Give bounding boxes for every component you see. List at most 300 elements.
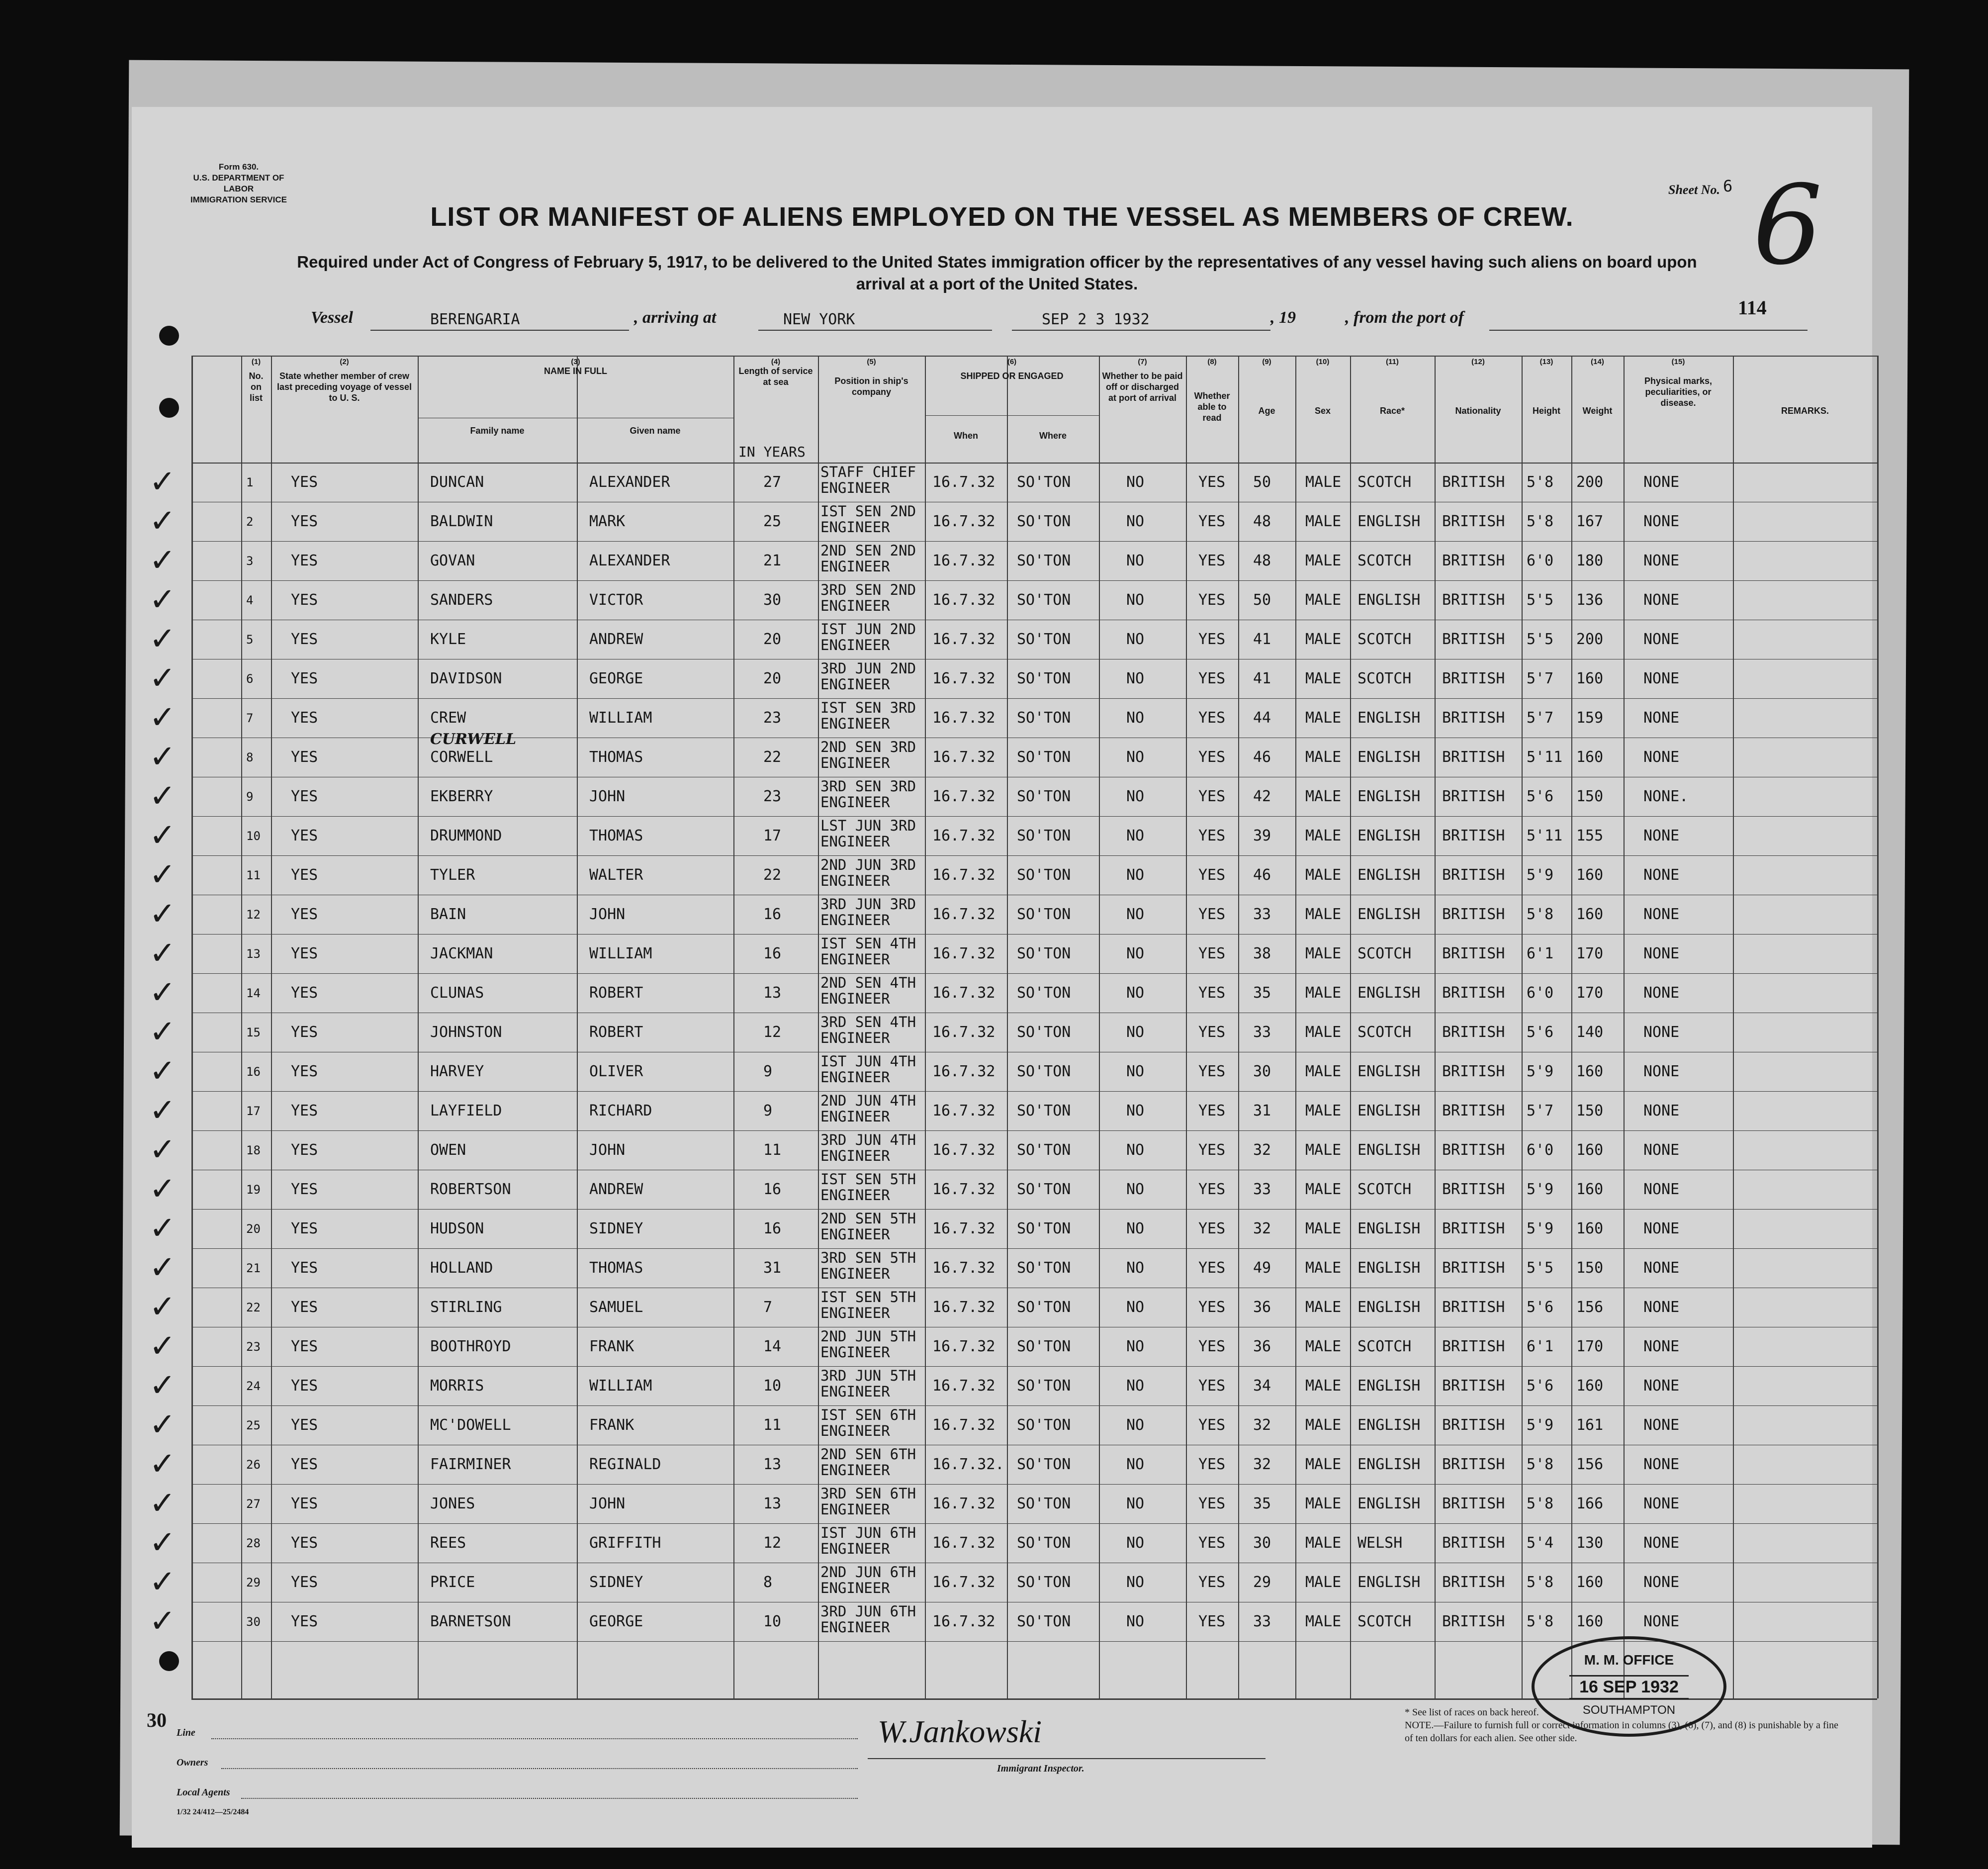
- family-name: STIRLING: [430, 1299, 502, 1316]
- column-header-c14: Weight: [1582, 406, 1613, 416]
- position-rank: 3RD SEN 3RD: [820, 778, 916, 795]
- nationality: BRITISH: [1442, 1534, 1505, 1552]
- position-title: ENGINEER: [820, 1540, 890, 1557]
- race: SCOTCH: [1357, 1024, 1412, 1041]
- position-rank: 3RD JUN 2ND: [820, 660, 916, 677]
- shipped-date: 16.7.32: [932, 945, 995, 962]
- age: 41: [1253, 631, 1271, 648]
- shipped-date: 16.7.32: [932, 1338, 995, 1355]
- checkmark: ✓: [149, 1406, 176, 1443]
- shipped-date: 16.7.32: [932, 473, 995, 491]
- family-name: MORRIS: [430, 1377, 484, 1395]
- position-rank: 2ND SEN 6TH: [820, 1446, 916, 1463]
- shipped-date: 16.7.32: [932, 788, 995, 805]
- position-rank: 3RD JUN 4TH: [820, 1131, 916, 1148]
- previous-voyage: YES: [291, 1141, 318, 1159]
- position-rank: IST SEN 2ND: [820, 503, 916, 520]
- arriving-label: , arriving at: [634, 308, 717, 327]
- from-port-label: , from the port of: [1345, 308, 1464, 327]
- years-service: 9: [763, 1102, 773, 1120]
- race: ENGLISH: [1357, 1574, 1421, 1591]
- document-subtitle: Required under Act of Congress of February 5, 1917, to be delivered to the United States immigration officer by the representatives of any vessel having such aliens on board upon arrival at a port of the United States.: [297, 253, 1697, 293]
- physical-marks: NONE: [1643, 1456, 1680, 1473]
- position-title: ENGINEER: [820, 754, 890, 771]
- nationality: BRITISH: [1442, 709, 1505, 727]
- shipped-date: 16.7.32: [932, 1613, 995, 1630]
- family-name: BARNETSON: [430, 1613, 511, 1630]
- previous-voyage: YES: [291, 866, 318, 884]
- checkmark: ✓: [149, 935, 176, 972]
- position-title: ENGINEER: [820, 1501, 890, 1518]
- family-name: HOLLAND: [430, 1259, 493, 1277]
- race: SCOTCH: [1357, 631, 1412, 648]
- paid-off: NO: [1126, 827, 1145, 844]
- shipped-place: SO'TON: [1017, 591, 1071, 609]
- sex: MALE: [1305, 1259, 1342, 1277]
- physical-marks: NONE: [1643, 1063, 1680, 1080]
- line-label: Line: [177, 1727, 195, 1738]
- column-header-c5: Position in ship's company: [834, 376, 908, 397]
- family-name: TYLER: [430, 866, 475, 884]
- position-rank: IST SEN 5TH: [820, 1171, 916, 1188]
- family-name: EKBERRY: [430, 788, 493, 805]
- position-rank: IST JUN 6TH: [820, 1524, 916, 1541]
- column-number: (10): [1316, 358, 1330, 366]
- position-title: ENGINEER: [820, 872, 890, 889]
- race: ENGLISH: [1357, 513, 1421, 530]
- age: 32: [1253, 1141, 1271, 1159]
- checkmark: ✓: [149, 1171, 176, 1208]
- column-header-c3b: Given name: [630, 426, 681, 436]
- paid-off: NO: [1126, 1259, 1145, 1277]
- checkmark: ✓: [149, 581, 176, 618]
- years-service: 10: [763, 1613, 782, 1630]
- sheet-number: 6: [1723, 177, 1733, 195]
- checkmark: ✓: [149, 1603, 176, 1640]
- shipped-date: 16.7.32: [932, 1259, 995, 1277]
- form-identifier: [179, 162, 298, 205]
- position-title: ENGINEER: [820, 1383, 890, 1400]
- given-name: VICTOR: [589, 591, 643, 609]
- weight: 156: [1576, 1456, 1604, 1473]
- sex: MALE: [1305, 1495, 1342, 1512]
- position-title: ENGINEER: [820, 715, 890, 732]
- shipped-place: SO'TON: [1017, 1416, 1071, 1434]
- given-name: JOHN: [589, 1141, 626, 1159]
- shipped-place: SO'TON: [1017, 1102, 1071, 1120]
- row-number: 8: [246, 750, 254, 764]
- weight: 170: [1576, 984, 1604, 1002]
- weight: 160: [1576, 670, 1604, 687]
- family-name: DRUMMOND: [430, 827, 502, 844]
- position-title: ENGINEER: [820, 1580, 890, 1596]
- shipped-date: 16.7.32: [932, 631, 995, 648]
- sex: MALE: [1305, 748, 1342, 766]
- given-name: ALEXANDER: [589, 552, 670, 569]
- years-service: 9: [763, 1063, 773, 1080]
- able-to-read: YES: [1198, 1534, 1226, 1552]
- weight: 160: [1576, 1220, 1604, 1237]
- able-to-read: YES: [1198, 552, 1226, 569]
- year-label: , 19: [1270, 308, 1296, 327]
- able-to-read: YES: [1198, 709, 1226, 727]
- total-handwritten: 30: [147, 1709, 167, 1731]
- position-rank: LST JUN 3RD: [820, 817, 916, 834]
- age: 31: [1253, 1102, 1271, 1120]
- shipped-date: 16.7.32: [932, 1220, 995, 1237]
- checkmark: ✓: [149, 739, 176, 775]
- paid-off: NO: [1126, 1377, 1145, 1395]
- physical-marks: NONE: [1643, 552, 1680, 569]
- family-name: CREW: [430, 709, 466, 727]
- given-name: FRANK: [589, 1338, 634, 1355]
- position-title: ENGINEER: [820, 1305, 890, 1321]
- paid-off: NO: [1126, 1102, 1145, 1120]
- stamp-date: 16 SEP 1932: [1569, 1675, 1689, 1699]
- able-to-read: YES: [1198, 1024, 1226, 1041]
- height: 5'9: [1527, 1181, 1554, 1198]
- row-number: 6: [246, 672, 254, 686]
- race: SCOTCH: [1357, 1613, 1412, 1630]
- column-number: (12): [1471, 358, 1485, 366]
- able-to-read: YES: [1198, 945, 1226, 962]
- paid-off: NO: [1126, 473, 1145, 491]
- physical-marks: NONE: [1643, 748, 1680, 766]
- race: SCOTCH: [1357, 945, 1412, 962]
- position-title: ENGINEER: [820, 1069, 890, 1086]
- checkmark: ✓: [149, 660, 176, 697]
- height: 6'1: [1527, 945, 1554, 962]
- row-number: 5: [246, 633, 254, 647]
- paid-off: NO: [1126, 670, 1145, 687]
- weight: 160: [1576, 866, 1604, 884]
- height: 5'8: [1527, 1495, 1554, 1512]
- able-to-read: YES: [1198, 1338, 1226, 1355]
- family-name: CLUNAS: [430, 984, 484, 1002]
- able-to-read: YES: [1198, 1416, 1226, 1434]
- paid-off: NO: [1126, 866, 1145, 884]
- given-name: THOMAS: [589, 748, 643, 766]
- physical-marks: NONE: [1643, 945, 1680, 962]
- nationality: BRITISH: [1442, 1299, 1505, 1316]
- position-title: ENGINEER: [820, 1108, 890, 1125]
- paid-off: NO: [1126, 1299, 1145, 1316]
- given-name: WILLIAM: [589, 709, 652, 727]
- nationality: BRITISH: [1442, 1102, 1505, 1120]
- shipped-date: 16.7.32: [932, 591, 995, 609]
- column-number: (11): [1386, 358, 1399, 366]
- weight: 160: [1576, 1574, 1604, 1591]
- race: ENGLISH: [1357, 1456, 1421, 1473]
- row-number: 25: [246, 1418, 261, 1432]
- years-service: 27: [763, 473, 782, 491]
- column-header-c1: No. on list: [249, 371, 264, 403]
- paid-off: NO: [1126, 1181, 1145, 1198]
- height: 5'7: [1527, 709, 1554, 727]
- physical-marks: NONE: [1643, 473, 1680, 491]
- sex: MALE: [1305, 552, 1342, 569]
- given-name: WILLIAM: [589, 945, 652, 962]
- sex: MALE: [1305, 1416, 1342, 1434]
- row-number: 12: [246, 908, 261, 922]
- years-service: 14: [763, 1338, 782, 1355]
- office-stamp: [1532, 1636, 1726, 1737]
- nationality: BRITISH: [1442, 984, 1505, 1002]
- race-note: * See list of races on back hereof.: [1405, 1707, 1539, 1718]
- row-number: 30: [246, 1615, 261, 1629]
- stamp-location: SOUTHAMPTON: [1582, 1703, 1676, 1717]
- shipped-date: 16.7.32: [932, 827, 995, 844]
- weight: 161: [1576, 1416, 1604, 1434]
- race: SCOTCH: [1357, 670, 1412, 687]
- physical-marks: NONE: [1643, 866, 1680, 884]
- years-service: 25: [763, 513, 782, 530]
- given-name: GRIFFITH: [589, 1534, 661, 1552]
- sex: MALE: [1305, 1063, 1342, 1080]
- weight: 150: [1576, 1102, 1604, 1120]
- physical-marks: NONE: [1643, 827, 1680, 844]
- nationality: BRITISH: [1442, 788, 1505, 805]
- shipped-date: 16.7.32: [932, 1495, 995, 1512]
- able-to-read: YES: [1198, 788, 1226, 805]
- print-code: 1/32 24/412—25/2484: [177, 1808, 249, 1816]
- binding-hole: [159, 326, 179, 346]
- previous-voyage: YES: [291, 473, 318, 491]
- family-name: DUNCAN: [430, 473, 484, 491]
- position-title: ENGINEER: [820, 597, 890, 614]
- column-header-c6b: Where: [1039, 431, 1067, 441]
- nationality: BRITISH: [1442, 1141, 1505, 1159]
- sex: MALE: [1305, 1220, 1342, 1237]
- height: 5'7: [1527, 1102, 1554, 1120]
- given-name: FRANK: [589, 1416, 634, 1434]
- sex: MALE: [1305, 1377, 1342, 1395]
- shipped-place: SO'TON: [1017, 1495, 1071, 1512]
- height: 5'9: [1527, 1063, 1554, 1080]
- years-service: 20: [763, 631, 782, 648]
- given-name: GEORGE: [589, 1613, 643, 1630]
- years-service: 22: [763, 866, 782, 884]
- physical-marks: NONE: [1643, 631, 1680, 648]
- sex: MALE: [1305, 670, 1342, 687]
- position-rank: IST JUN 2ND: [820, 621, 916, 638]
- column-header-c12: Nationality: [1455, 406, 1501, 416]
- sex: MALE: [1305, 906, 1342, 923]
- race: ENGLISH: [1357, 1141, 1421, 1159]
- shipped-place: SO'TON: [1017, 1299, 1071, 1316]
- family-name: DAVIDSON: [430, 670, 502, 687]
- paid-off: NO: [1126, 1141, 1145, 1159]
- checkmark: ✓: [149, 699, 176, 736]
- years-service: 12: [763, 1024, 782, 1041]
- page-number: 114: [1738, 296, 1767, 319]
- physical-marks: NONE: [1643, 906, 1680, 923]
- shipped-place: SO'TON: [1017, 1377, 1071, 1395]
- previous-voyage: YES: [291, 827, 318, 844]
- shipped-place: SO'TON: [1017, 866, 1071, 884]
- nationality: BRITISH: [1442, 866, 1505, 884]
- inspector-signature: W.Jankowski: [878, 1714, 1042, 1749]
- department-name: U.S. DEPARTMENT OF LABOR: [193, 173, 284, 193]
- nationality: BRITISH: [1442, 1220, 1505, 1237]
- checkmark: ✓: [149, 621, 176, 657]
- given-name: SAMUEL: [589, 1299, 643, 1316]
- given-name: JOHN: [589, 788, 626, 805]
- checkmark: ✓: [149, 974, 176, 1011]
- previous-voyage: YES: [291, 1456, 318, 1473]
- previous-voyage: YES: [291, 1259, 318, 1277]
- able-to-read: YES: [1198, 670, 1226, 687]
- sex: MALE: [1305, 1299, 1342, 1316]
- weight: 150: [1576, 788, 1604, 805]
- weight: 150: [1576, 1259, 1604, 1277]
- previous-voyage: YES: [291, 788, 318, 805]
- given-name: JOHN: [589, 906, 626, 923]
- height: 5'4: [1527, 1534, 1554, 1552]
- column-number: (4): [771, 358, 781, 366]
- race: ENGLISH: [1357, 1102, 1421, 1120]
- row-number: 26: [246, 1458, 261, 1472]
- column-header-c9: Age: [1258, 406, 1275, 416]
- age: 33: [1253, 1613, 1271, 1630]
- position-rank: 2ND JUN 5TH: [820, 1328, 916, 1345]
- vessel-label: Vessel: [311, 308, 353, 327]
- penalty-note: NOTE.—Failure to furnish full or correct information in columns (3), (6), (7), and (8) is punishable by a fine of ten dollars for each alien. See other side.: [1405, 1720, 1839, 1744]
- shipped-date: 16.7.32: [932, 984, 995, 1002]
- shipped-place: SO'TON: [1017, 1024, 1071, 1041]
- column-number: (14): [1591, 358, 1604, 366]
- row-number: 17: [246, 1104, 261, 1118]
- shipped-place: SO'TON: [1017, 748, 1071, 766]
- family-name-correction: CURWELL: [430, 731, 517, 748]
- previous-voyage: YES: [291, 1063, 318, 1080]
- weight: 156: [1576, 1299, 1604, 1316]
- physical-marks: NONE: [1643, 670, 1680, 687]
- able-to-read: YES: [1198, 1574, 1226, 1591]
- race: ENGLISH: [1357, 591, 1421, 609]
- weight: 155: [1576, 827, 1604, 844]
- row-number: 4: [246, 593, 254, 607]
- position-title: ENGINEER: [820, 1029, 890, 1046]
- sheet-label: Sheet No.: [1668, 183, 1720, 197]
- checkmark: ✓: [149, 1564, 176, 1600]
- position-title: ENGINEER: [820, 1462, 890, 1479]
- race: ENGLISH: [1357, 1495, 1421, 1512]
- position-rank: 3RD JUN 6TH: [820, 1603, 916, 1620]
- race: ENGLISH: [1357, 984, 1421, 1002]
- nationality: BRITISH: [1442, 906, 1505, 923]
- service-name: IMMIGRATION SERVICE: [190, 195, 287, 204]
- binding-hole: [159, 398, 179, 418]
- age: 32: [1253, 1220, 1271, 1237]
- age: 36: [1253, 1338, 1271, 1355]
- previous-voyage: YES: [291, 1574, 318, 1591]
- years-service: 20: [763, 670, 782, 687]
- weight: 167: [1576, 513, 1604, 530]
- nationality: BRITISH: [1442, 1456, 1505, 1473]
- weight: 160: [1576, 1141, 1604, 1159]
- able-to-read: YES: [1198, 1456, 1226, 1473]
- physical-marks: NONE: [1643, 1024, 1680, 1041]
- shipped-place: SO'TON: [1017, 552, 1071, 569]
- race: ENGLISH: [1357, 906, 1421, 923]
- physical-marks: NONE: [1643, 1102, 1680, 1120]
- family-name: JACKMAN: [430, 945, 493, 962]
- age: 33: [1253, 1024, 1271, 1041]
- family-name: REES: [430, 1534, 466, 1552]
- able-to-read: YES: [1198, 906, 1226, 923]
- physical-marks: NONE: [1643, 1416, 1680, 1434]
- age: 50: [1253, 473, 1271, 491]
- height: 5'6: [1527, 1299, 1554, 1316]
- physical-marks: NONE: [1643, 1181, 1680, 1198]
- height: 5'11: [1527, 748, 1563, 766]
- row-number: 15: [246, 1026, 261, 1039]
- agents-label: Local Agents: [177, 1787, 230, 1798]
- column-header-c10: Sex: [1314, 406, 1331, 416]
- years-service: 7: [763, 1299, 773, 1316]
- shipped-date: 16.7.32: [932, 1377, 995, 1395]
- age: 41: [1253, 670, 1271, 687]
- sex: MALE: [1305, 473, 1342, 491]
- race: ENGLISH: [1357, 827, 1421, 844]
- years-service: 31: [763, 1259, 782, 1277]
- shipped-place: SO'TON: [1017, 1141, 1071, 1159]
- paid-off: NO: [1126, 709, 1145, 727]
- given-name: SIDNEY: [589, 1220, 643, 1237]
- sex: MALE: [1305, 631, 1342, 648]
- shipped-place: SO'TON: [1017, 1338, 1071, 1355]
- weight: 159: [1576, 709, 1604, 727]
- paid-off: NO: [1126, 513, 1145, 530]
- column-header-c3a: Family name: [470, 426, 525, 436]
- shipped-date: 16.7.32: [932, 1181, 995, 1198]
- previous-voyage: YES: [291, 1102, 318, 1120]
- checkmark: ✓: [149, 1367, 176, 1404]
- paid-off: NO: [1126, 984, 1145, 1002]
- years-service: 21: [763, 552, 782, 569]
- shipped-date: 16.7.32: [932, 906, 995, 923]
- family-name: GOVAN: [430, 552, 475, 569]
- race: ENGLISH: [1357, 1416, 1421, 1434]
- position-rank: 2ND SEN 3RD: [820, 739, 916, 755]
- nationality: BRITISH: [1442, 1574, 1505, 1591]
- age: 30: [1253, 1063, 1271, 1080]
- sex: MALE: [1305, 591, 1342, 609]
- row-number: 24: [246, 1379, 261, 1393]
- column-header-c2: State whether member of crew last preceding voyage of vessel to U. S.: [276, 371, 412, 403]
- age: 46: [1253, 748, 1271, 766]
- position-rank: 3RD SEN 6TH: [820, 1485, 916, 1502]
- weight: 200: [1576, 631, 1604, 648]
- checkmark: ✓: [149, 1249, 176, 1286]
- previous-voyage: YES: [291, 1220, 318, 1237]
- sex: MALE: [1305, 513, 1342, 530]
- physical-marks: NONE: [1643, 1141, 1680, 1159]
- previous-voyage: YES: [291, 631, 318, 648]
- height: 5'9: [1527, 866, 1554, 884]
- position-rank: 2ND SEN 4TH: [820, 974, 916, 991]
- years-service: 10: [763, 1377, 782, 1395]
- position-title: ENGINEER: [820, 1422, 890, 1439]
- height: 5'11: [1527, 827, 1563, 844]
- able-to-read: YES: [1198, 1377, 1226, 1395]
- column-number: (1): [251, 358, 261, 366]
- age: 44: [1253, 709, 1271, 727]
- checkmark: ✓: [149, 1053, 176, 1090]
- family-name: LAYFIELD: [430, 1102, 502, 1120]
- years-service: 13: [763, 1456, 782, 1473]
